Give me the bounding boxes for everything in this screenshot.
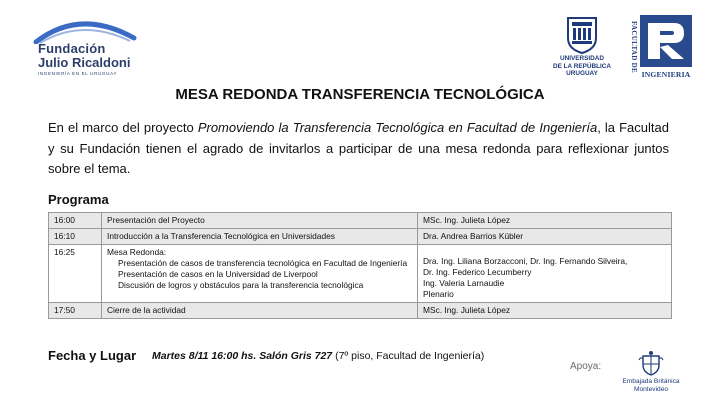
udelar-logo: [548, 14, 616, 84]
fjr-name-line1: Fundación: [38, 41, 106, 56]
speaker-item: Dr. Ing. Federico Lecumberry: [423, 267, 532, 277]
udelar-name: UNIVERSIDAD DE LA REPÚBLICA URUGUAY: [553, 55, 611, 78]
speaker-item: Dra. Ing. Liliana Borzacconi, Dr. Ing. Fernando Silveira,: [423, 256, 628, 266]
mesa-redonda-label: Mesa Redonda:: [107, 247, 167, 257]
speaker-item: Ing. Valeria Larnaudie: [423, 278, 505, 288]
speaker-cell: Dra. Andrea Barrios Kübler: [418, 229, 672, 245]
speaker-list: [423, 247, 666, 300]
fjr-arc-icon: [30, 14, 142, 44]
fjr-tagline: INGENIERÍA EN EL URUGUAY: [38, 71, 117, 76]
fundacion-ricaldoni-logo: [30, 14, 142, 76]
topic-cell: Introducción a la Transferencia Tecnológica en Universidades: [102, 229, 418, 245]
udelar-seal-icon: [565, 16, 599, 54]
table-row: [49, 229, 672, 245]
page-title: MESA REDONDA TRANSFERENCIA TECNOLÓGICA: [175, 86, 545, 103]
fecha-lugar-detail: [152, 350, 484, 362]
subtopic-item: Presentación de casos en la Universidad de Liverpool: [118, 269, 318, 279]
fjr-name-line2: Julio Ricaldoni: [38, 55, 131, 70]
table-row: [49, 303, 672, 319]
time-cell: 16:00: [49, 213, 102, 229]
table-row: [49, 213, 672, 229]
time-cell: 17:50: [49, 303, 102, 319]
speaker-cell: [418, 245, 672, 303]
fing-side-text: FACULTAD DE: [630, 21, 638, 73]
intro-before: En el marco del proyecto: [48, 120, 198, 135]
embajada-name: Embajada Británica Montevideo: [622, 378, 680, 393]
topic-cell: Presentación del Proyecto: [102, 213, 418, 229]
royal-crest-icon: [638, 350, 664, 376]
schedule-table: [48, 212, 672, 319]
time-cell: 16:10: [49, 229, 102, 245]
topic-cell: Cierre de la actividad: [102, 303, 418, 319]
intro-after: , la Facultad y su Fundación tienen el agrado de invitarlos a participar de una mesa redonda para reflexionar juntos sobre el tema.: [48, 120, 669, 176]
subtopic-item: Discusión de logros y obstáculos para la transferencia tecnológica: [118, 280, 364, 290]
table-row: [49, 245, 672, 303]
apoya-label: Apoya:: [570, 361, 602, 372]
fecha-location-note: (7º piso, Facultad de Ingeniería): [332, 350, 485, 362]
programa-heading: Programa: [48, 192, 109, 207]
fing-bottom-text: INGENIERIA: [641, 70, 691, 79]
subtopic-item: Presentación de casos de transferencia tecnológica en Facultad de Ingeniería: [118, 258, 408, 268]
topic-cell: [102, 245, 418, 303]
speaker-cell: MSc. Ing. Julieta López: [418, 303, 672, 319]
speaker-item: Plenario: [423, 289, 454, 299]
fing-emblem-icon: [640, 15, 692, 67]
time-cell: 16:25: [49, 245, 102, 303]
intro-paragraph: [48, 118, 669, 180]
speaker-cell: MSc. Ing. Julieta López: [418, 213, 672, 229]
project-name: Promoviendo la Transferencia Tecnológica en Facultad de Ingeniería: [197, 120, 598, 135]
fecha-lugar-label: Fecha y Lugar: [48, 348, 137, 363]
facultad-ingenieria-logo: [626, 14, 692, 82]
fecha-date-place: Martes 8/11 16:00 hs. Salón Gris 727: [152, 350, 333, 362]
